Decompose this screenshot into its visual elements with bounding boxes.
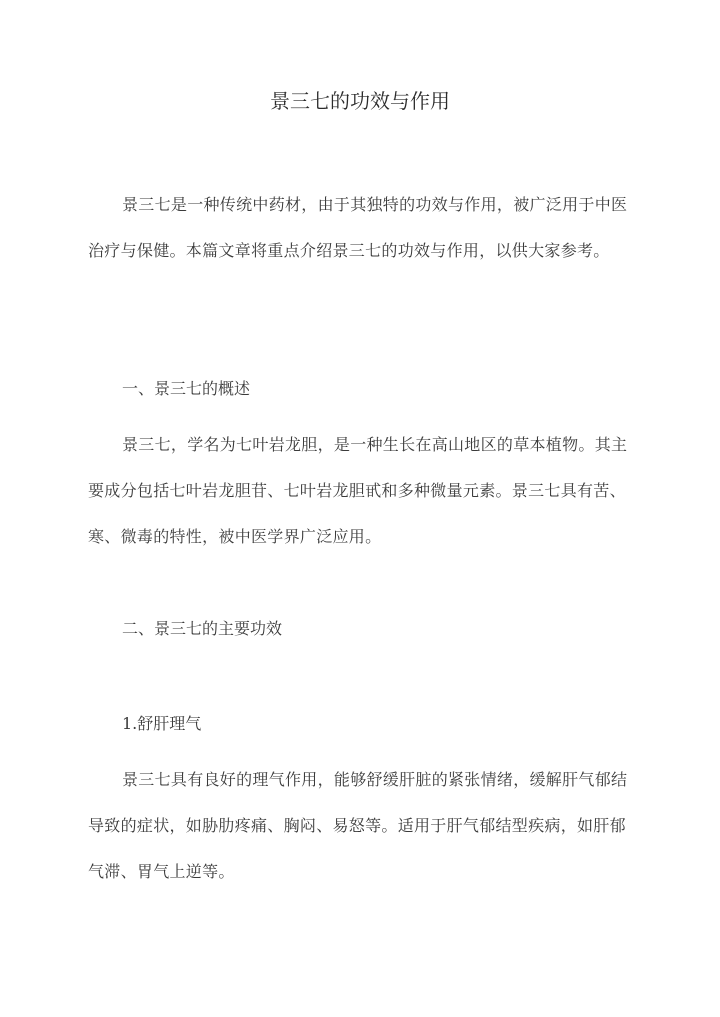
intro-paragraph: 景三七是一种传统中药材，由于其独特的功效与作用，被广泛用于中医治疗与保健。本篇文章将重点介绍景三七的功效与作用，以供大家参考。 [88,195,628,260]
section-heading-main-effects: 二、景三七的主要功效 [122,619,283,638]
subsection-heading-liver-qi: 1.舒肝理气 [122,714,202,733]
liver-qi-paragraph: 景三七具有良好的理气作用，能够舒缓肝脏的紧张情绪，缓解肝气郁结导致的症状，如胁肋疼痛、胸闷、易怒等。适用于肝气郁结型疾病，如肝郁气滞、胃气上逆等。 [88,770,628,881]
section-heading-overview: 一、景三七的概述 [122,379,251,398]
document-title: 景三七的功效与作用 [270,89,450,113]
overview-paragraph: 景三七，学名为七叶岩龙胆，是一种生长在高山地区的草本植物。其主要成分包括七叶岩龙胆苷、七叶岩龙胆甙和多种微量元素。景三七具有苦、寒、微毒的特性，被中医学界广泛应用。 [88,435,628,546]
